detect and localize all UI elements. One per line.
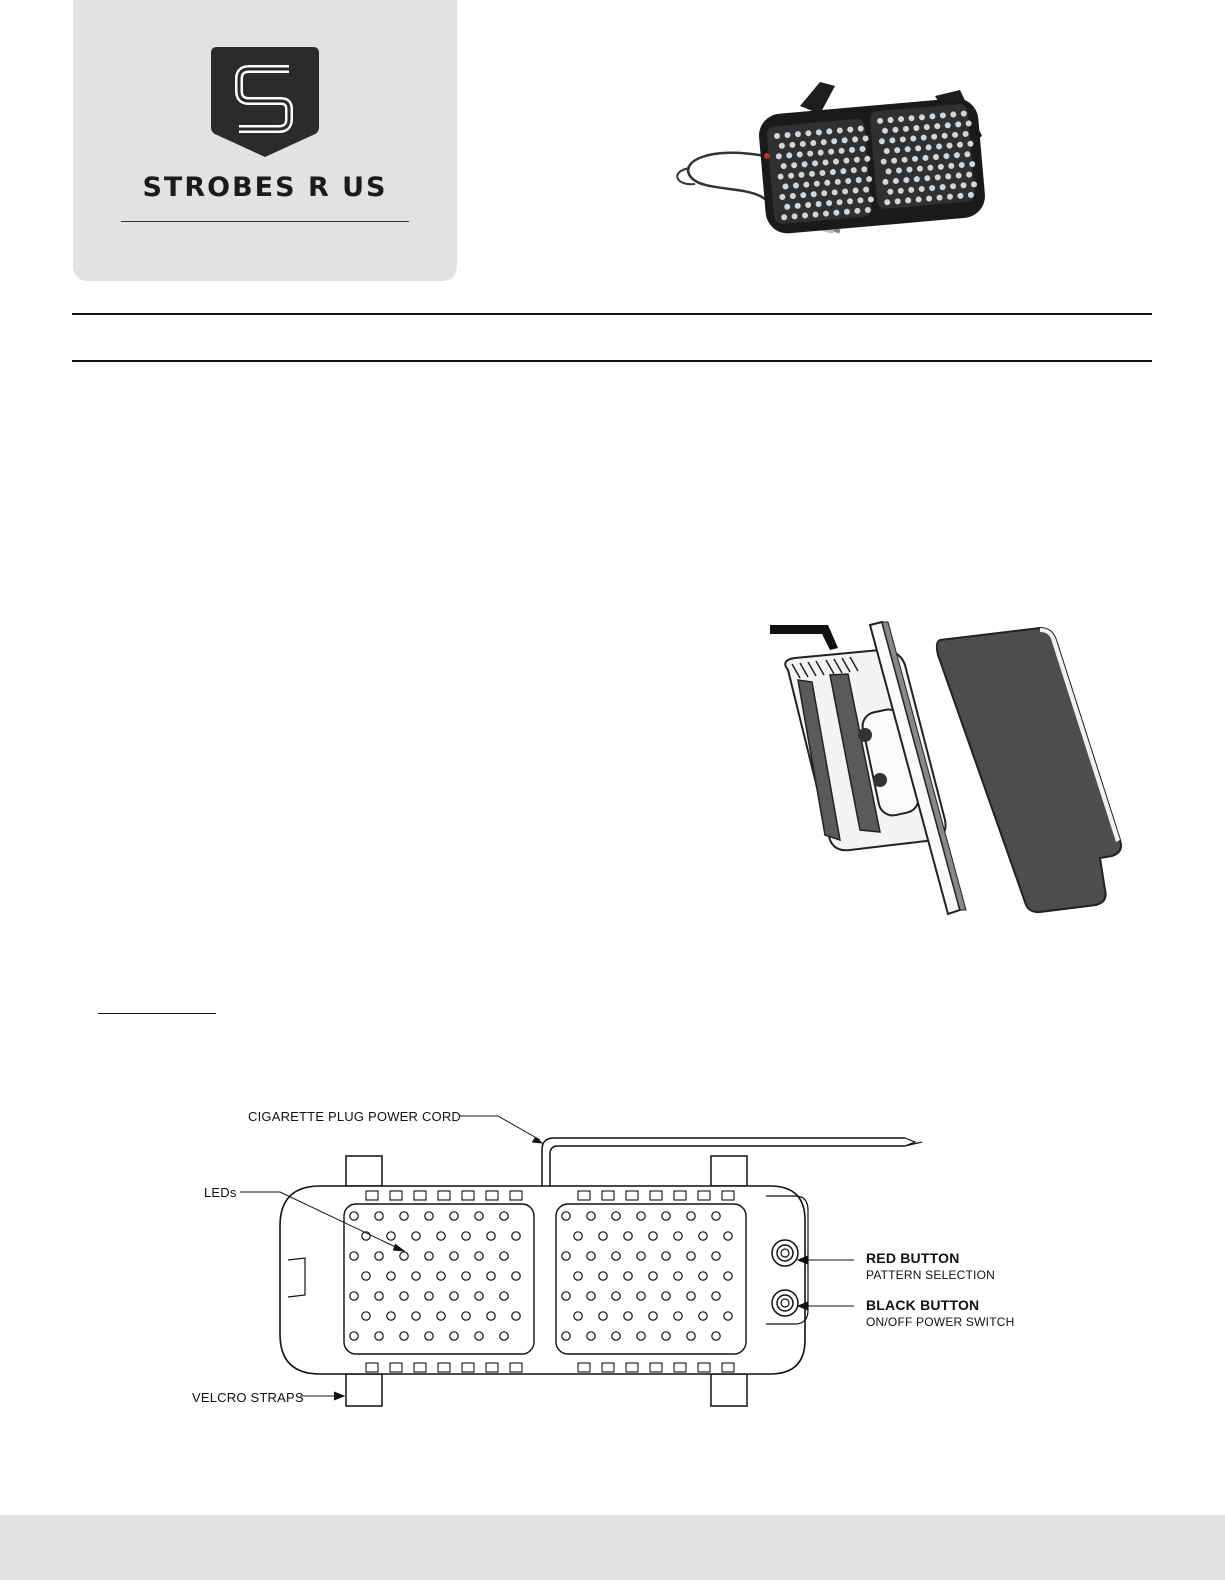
vent-slot (578, 1363, 590, 1372)
led-dot (487, 1272, 495, 1280)
led-dot (437, 1312, 445, 1320)
vent-slot (438, 1191, 450, 1200)
led-dot (712, 1332, 720, 1340)
led-dot (612, 1332, 620, 1340)
led-dot (437, 1232, 445, 1240)
vent-slot (602, 1191, 614, 1200)
vent-slot (650, 1363, 662, 1372)
led-dot (475, 1332, 483, 1340)
led-dot (500, 1292, 508, 1300)
led-dot (450, 1292, 458, 1300)
vent-slot (390, 1363, 402, 1372)
label-red-button: RED BUTTON (866, 1250, 960, 1266)
led-dot (637, 1252, 645, 1260)
vent-slot (390, 1191, 402, 1200)
led-dot (450, 1212, 458, 1220)
label-red-button-desc: PATTERN SELECTION (866, 1268, 995, 1282)
vent-slot (650, 1191, 662, 1200)
led-dot (512, 1232, 520, 1240)
led-dot (400, 1252, 408, 1260)
vent-slot (698, 1191, 710, 1200)
led-dot (562, 1252, 570, 1260)
led-dot (425, 1292, 433, 1300)
led-dot (674, 1232, 682, 1240)
led-dot (350, 1292, 358, 1300)
led-dot (662, 1292, 670, 1300)
vent-slot (674, 1191, 686, 1200)
led-dot (425, 1332, 433, 1340)
led-dot (724, 1232, 732, 1240)
led-dot (687, 1292, 695, 1300)
vent-slot (462, 1191, 474, 1200)
led-dot (412, 1232, 420, 1240)
led-dot (687, 1252, 695, 1260)
led-dot (699, 1232, 707, 1240)
led-dot (687, 1332, 695, 1340)
led-dot (425, 1212, 433, 1220)
led-dot (387, 1232, 395, 1240)
vent-slot (722, 1363, 734, 1372)
led-dot (574, 1272, 582, 1280)
led-dot (624, 1272, 632, 1280)
led-dot (599, 1312, 607, 1320)
vent-slot (626, 1191, 638, 1200)
led-dot (724, 1312, 732, 1320)
label-black-button: BLACK BUTTON (866, 1297, 980, 1313)
label-power-cord: CIGARETTE PLUG POWER CORD (248, 1109, 462, 1124)
vent-slot (414, 1191, 426, 1200)
exploded-view-illustration (770, 620, 1145, 930)
led-dot (649, 1312, 657, 1320)
label-black-button-desc: ON/OFF POWER SWITCH (866, 1315, 1015, 1329)
led-dot (662, 1332, 670, 1340)
led-dot (512, 1312, 520, 1320)
vent-slot (366, 1363, 378, 1372)
led-dot (400, 1332, 408, 1340)
vent-slot (414, 1363, 426, 1372)
led-dot (375, 1212, 383, 1220)
vent-slot (578, 1191, 590, 1200)
header-rule-lower (72, 360, 1152, 362)
led-dot (649, 1232, 657, 1240)
led-dot (562, 1292, 570, 1300)
led-dot (500, 1332, 508, 1340)
led-dot (437, 1272, 445, 1280)
vent-slot (602, 1363, 614, 1372)
led-dot (500, 1212, 508, 1220)
led-dot (612, 1252, 620, 1260)
led-dot (375, 1292, 383, 1300)
led-dot (699, 1312, 707, 1320)
brand-name: STROBES R US (142, 172, 388, 203)
led-dot (475, 1252, 483, 1260)
led-dot (362, 1272, 370, 1280)
led-dot (412, 1272, 420, 1280)
logo-divider (121, 221, 409, 222)
led-dot (350, 1252, 358, 1260)
led-dot (637, 1212, 645, 1220)
led-dot (562, 1332, 570, 1340)
led-dot (599, 1232, 607, 1240)
led-dot (475, 1292, 483, 1300)
led-dot (724, 1272, 732, 1280)
led-dot (400, 1212, 408, 1220)
led-dot (387, 1272, 395, 1280)
led-dot (400, 1292, 408, 1300)
led-dot (462, 1312, 470, 1320)
led-dot (712, 1292, 720, 1300)
led-dot (375, 1252, 383, 1260)
led-dot (587, 1252, 595, 1260)
led-dot (624, 1312, 632, 1320)
led-dot (637, 1292, 645, 1300)
label-leds: LEDs (204, 1185, 237, 1200)
vent-slot (486, 1191, 498, 1200)
led-dot (599, 1272, 607, 1280)
led-dot (350, 1332, 358, 1340)
shield-logo-icon (209, 47, 321, 159)
vent-slot (462, 1363, 474, 1372)
led-dot (350, 1212, 358, 1220)
led-dot (612, 1212, 620, 1220)
led-dot (637, 1332, 645, 1340)
led-dot (487, 1232, 495, 1240)
led-dot (450, 1332, 458, 1340)
vent-slot (626, 1363, 638, 1372)
product-photo (670, 76, 1000, 241)
led-dot (425, 1252, 433, 1260)
vent-slot (366, 1191, 378, 1200)
section-heading-underline (98, 1013, 216, 1014)
led-dot (587, 1212, 595, 1220)
label-velcro-straps: VELCRO STRAPS (192, 1390, 304, 1405)
vent-slot (510, 1191, 522, 1200)
vent-slot (510, 1363, 522, 1372)
led-dot (662, 1212, 670, 1220)
led-dot (674, 1312, 682, 1320)
led-dot (699, 1272, 707, 1280)
led-dot (475, 1212, 483, 1220)
led-dot (587, 1332, 595, 1340)
led-dot (624, 1232, 632, 1240)
led-dot (649, 1272, 657, 1280)
vent-slot (674, 1363, 686, 1372)
vent-slot (698, 1363, 710, 1372)
led-dot (587, 1292, 595, 1300)
led-dot (500, 1252, 508, 1260)
led-dot (662, 1252, 670, 1260)
led-dot (375, 1332, 383, 1340)
led-dot (687, 1212, 695, 1220)
led-dot (712, 1252, 720, 1260)
led-dot (462, 1272, 470, 1280)
led-dot (574, 1312, 582, 1320)
led-dot (512, 1272, 520, 1280)
led-dot (674, 1272, 682, 1280)
led-dot (412, 1312, 420, 1320)
led-dot (487, 1312, 495, 1320)
led-dot (574, 1232, 582, 1240)
led-dot (712, 1212, 720, 1220)
vent-slot (438, 1363, 450, 1372)
logo-panel (73, 0, 457, 281)
vent-slot (486, 1363, 498, 1372)
led-dot (612, 1292, 620, 1300)
led-dot (562, 1212, 570, 1220)
led-dot (462, 1232, 470, 1240)
led-dot (362, 1312, 370, 1320)
vent-slot (722, 1191, 734, 1200)
led-dot (450, 1252, 458, 1260)
header-rule (72, 313, 1152, 315)
led-dot (387, 1312, 395, 1320)
footer-band (0, 1515, 1225, 1580)
